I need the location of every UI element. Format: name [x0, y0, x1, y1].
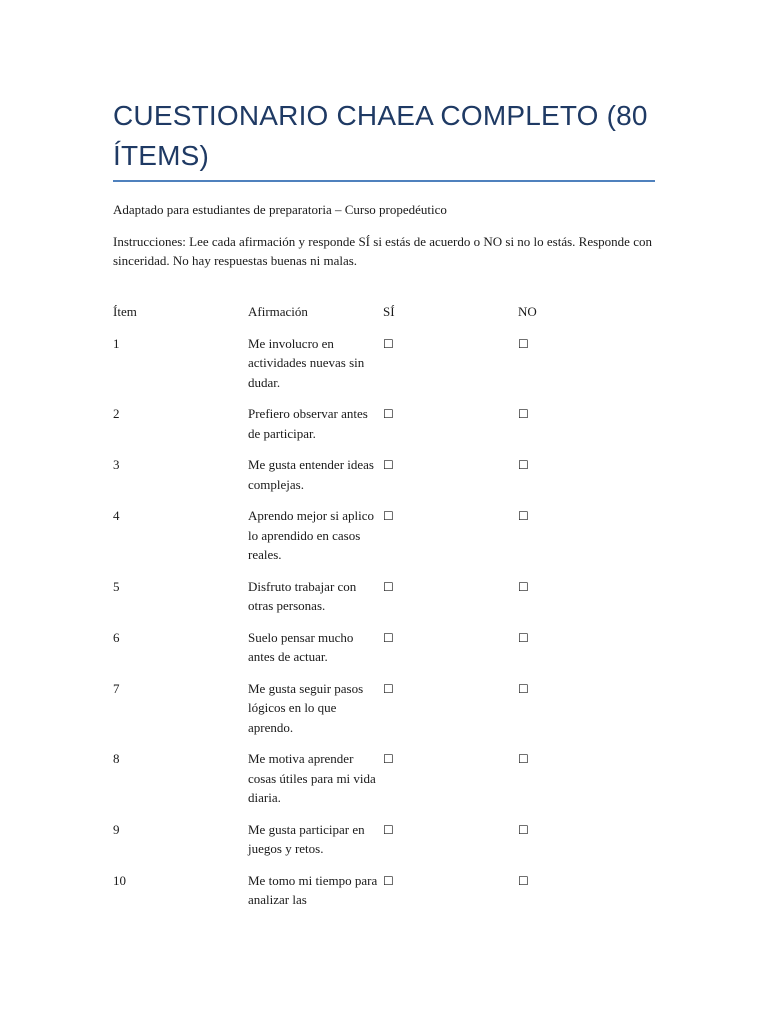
item-number: 4 [113, 508, 120, 523]
table-row [113, 628, 655, 667]
item-number: 8 [113, 751, 120, 766]
no-checkbox[interactable]: ☐ [518, 407, 529, 421]
document-subtitle: Adaptado para estudiantes de preparatoria – Curso propedéutico [113, 202, 447, 217]
item-statement: Aprendo mejor si aplico lo aprendido en casos reales. [248, 508, 374, 562]
no-checkbox[interactable]: ☐ [518, 681, 529, 696]
table-row [113, 455, 655, 494]
table-row [113, 506, 655, 565]
item-number: 6 [113, 629, 120, 645]
item-statement: Disfruto trabajar con otras personas. [248, 578, 357, 613]
item-number: 7 [113, 680, 120, 696]
header-yes: SÍ [383, 304, 395, 319]
no-checkbox[interactable]: ☐ [518, 822, 529, 837]
title-divider [113, 180, 655, 182]
instructions-text: Instrucciones: Lee cada afirmación y responde SÍ si estás de acuerdo o NO si no lo estás. Responde con sinceridad. No hay respuestas buenas ni malas. [113, 234, 652, 268]
no-checkbox[interactable]: ☐ [518, 630, 529, 645]
item-statement: Me gusta seguir pasos lógicos en lo que aprendo. [248, 680, 364, 735]
questionnaire-table [113, 302, 655, 922]
no-checkbox[interactable]: ☐ [518, 579, 529, 594]
header-item: Ítem [113, 304, 137, 319]
no-checkbox[interactable]: ☐ [518, 752, 529, 766]
table-row [113, 749, 655, 808]
no-checkbox[interactable]: ☐ [518, 458, 529, 472]
yes-checkbox[interactable]: ☐ [383, 822, 394, 837]
no-checkbox[interactable]: ☐ [518, 509, 529, 523]
yes-checkbox[interactable]: ☐ [383, 681, 394, 696]
yes-checkbox[interactable]: ☐ [383, 458, 394, 472]
item-statement: Suelo pensar mucho antes de actuar. [248, 629, 354, 664]
yes-checkbox[interactable]: ☐ [383, 873, 394, 888]
header-statement: Afirmación [248, 304, 308, 319]
item-number: 5 [113, 578, 120, 594]
table-row [113, 679, 655, 738]
item-statement: Me gusta entender ideas complejas. [248, 457, 374, 492]
table-row [113, 871, 655, 910]
item-statement: Me involucro en actividades nuevas sin dudar. [248, 335, 365, 390]
item-number: 9 [113, 821, 120, 837]
yes-checkbox[interactable]: ☐ [383, 509, 394, 523]
item-statement: Prefiero observar antes de participar. [248, 406, 368, 441]
item-statement: Me tomo mi tiempo para analizar las [248, 872, 378, 907]
table-row [113, 577, 655, 616]
yes-checkbox[interactable]: ☐ [383, 407, 394, 421]
document-title: CUESTIONARIO CHAEA COMPLETO (80 ÍTEMS) [113, 100, 648, 171]
header-no: NO [518, 304, 537, 319]
yes-checkbox[interactable]: ☐ [383, 336, 394, 351]
no-checkbox[interactable]: ☐ [518, 873, 529, 888]
item-number: 10 [113, 872, 126, 888]
yes-checkbox[interactable]: ☐ [383, 752, 394, 766]
yes-checkbox[interactable]: ☐ [383, 630, 394, 645]
item-number: 3 [113, 457, 120, 472]
table-row [113, 334, 655, 393]
table-header-row [113, 302, 655, 322]
item-statement: Me motiva aprender cosas útiles para mi vida diaria. [248, 751, 376, 805]
yes-checkbox[interactable]: ☐ [383, 579, 394, 594]
item-statement: Me gusta participar en juegos y retos. [248, 821, 365, 856]
table-row [113, 404, 655, 443]
item-number: 2 [113, 406, 120, 421]
item-number: 1 [113, 335, 120, 351]
no-checkbox[interactable]: ☐ [518, 336, 529, 351]
table-row [113, 820, 655, 859]
